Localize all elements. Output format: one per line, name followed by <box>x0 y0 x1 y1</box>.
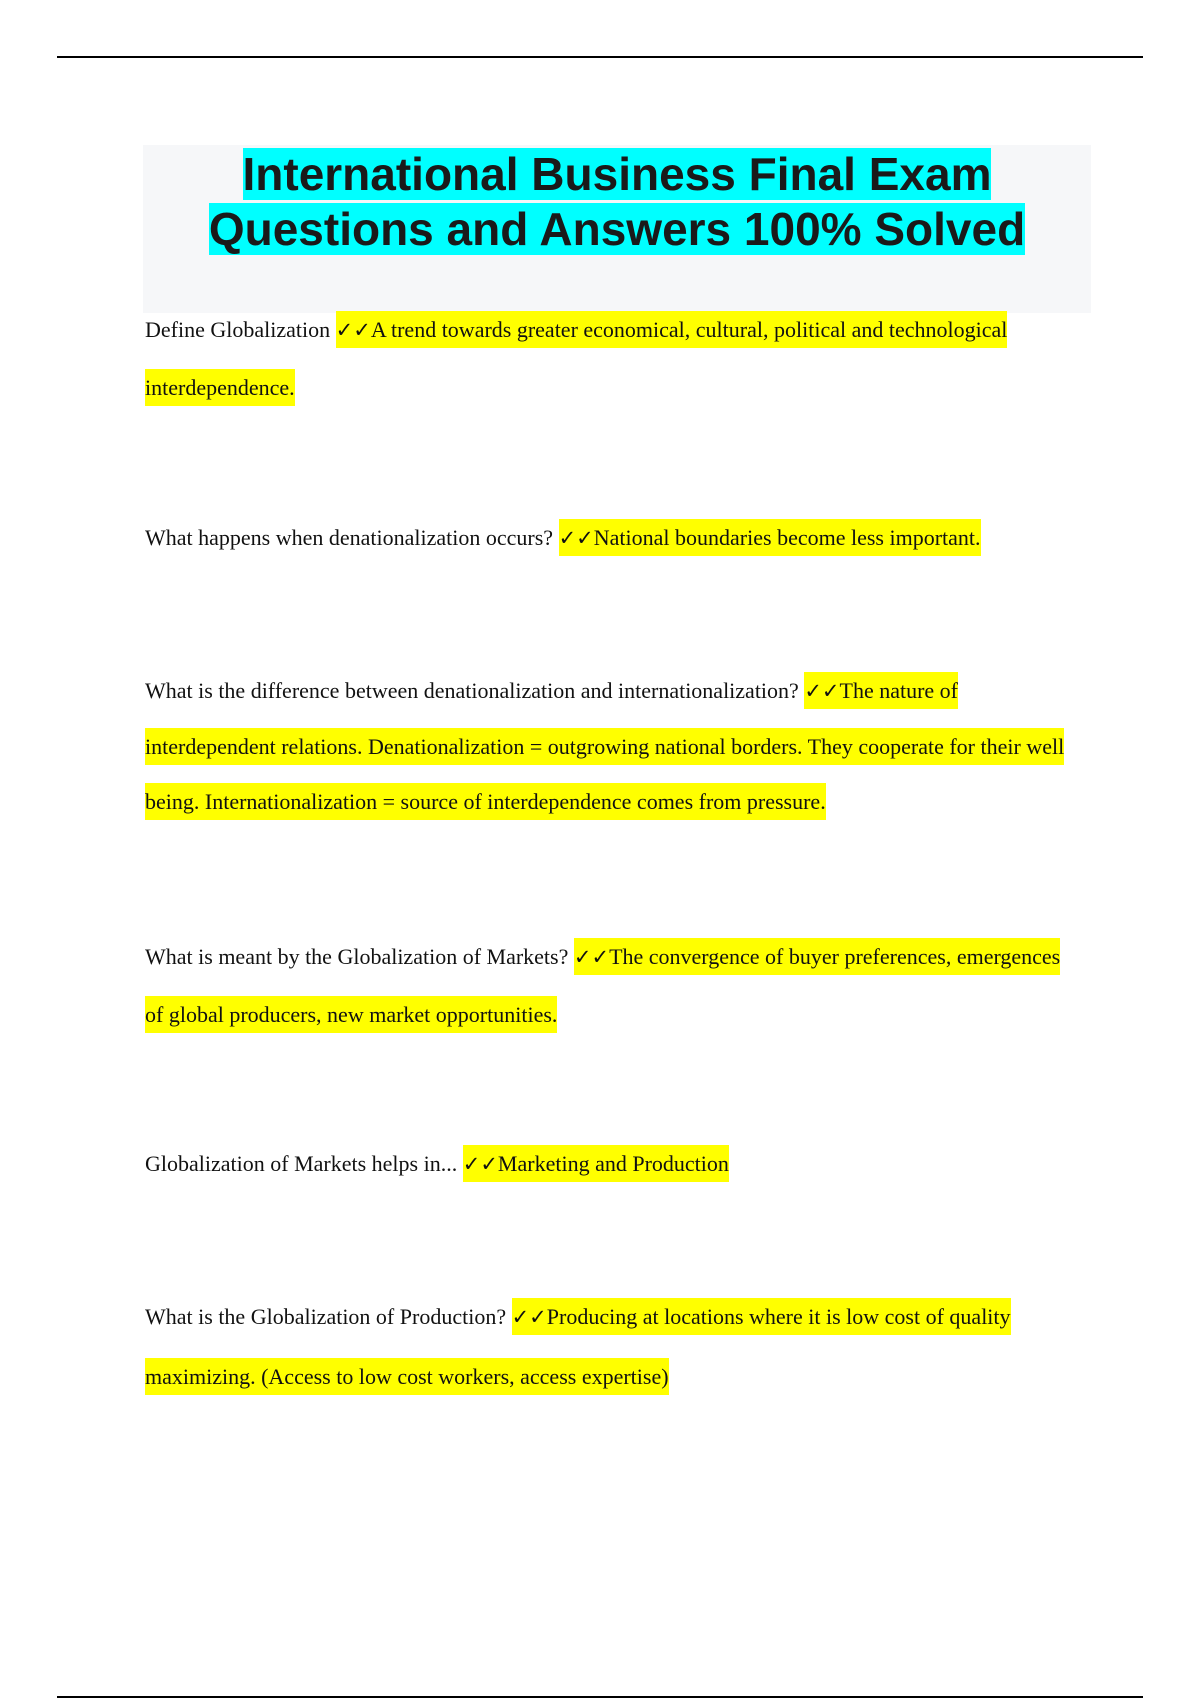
answer-text: The nature of interdependent relations. Denationalization = outgrowing national borders. They cooperate for their well being. Internationalization = source of interdependence comes from pressure. <box>145 678 1065 814</box>
answer-text: National boundaries become less important. <box>593 525 981 550</box>
double-check-icon: ✓✓ <box>558 526 594 550</box>
answer-text: The convergence of buyer preferences, emergences of global producers, new market opportunities. <box>145 944 1061 1027</box>
answer-highlight <box>463 1145 729 1182</box>
qa-item <box>145 301 1075 416</box>
double-check-icon: ✓✓ <box>462 1152 498 1176</box>
double-check-icon: ✓✓ <box>573 945 610 969</box>
bottom-rule <box>57 1696 1143 1698</box>
qa-item <box>145 928 1075 1043</box>
answer-text: A trend towards greater economical, cultural, political and technological interdependence. <box>145 317 1008 400</box>
title-box <box>143 145 1091 313</box>
question-text: What happens when denationalization occurs? <box>145 525 559 550</box>
question-text: Define Globalization <box>145 317 336 342</box>
qa-item <box>145 1135 1075 1193</box>
answer-text: Marketing and Production <box>497 1151 729 1176</box>
answer-highlight <box>559 519 981 556</box>
answer-text: Producing at locations where it is low cost of quality maximizing. (Access to low cost workers, access expertise) <box>145 1304 1011 1389</box>
double-check-icon: ✓✓ <box>511 1305 547 1329</box>
title-line-1: International Business Final Exam <box>242 148 992 200</box>
double-check-icon: ✓✓ <box>804 679 840 703</box>
question-text: Globalization of Markets helps in... <box>145 1151 463 1176</box>
qa-item <box>145 1287 1075 1407</box>
document-title <box>143 145 1091 257</box>
top-rule <box>57 56 1143 58</box>
question-text: What is the Globalization of Production? <box>145 1304 512 1329</box>
question-text: What is the difference between denationalization and internationalization? <box>145 678 805 703</box>
title-line-2: Questions and Answers 100% Solved <box>208 203 1026 255</box>
qa-item <box>145 663 1075 829</box>
qa-item <box>145 509 1075 567</box>
question-text: What is meant by the Globalization of Markets? <box>145 944 574 969</box>
double-check-icon: ✓✓ <box>335 318 371 342</box>
